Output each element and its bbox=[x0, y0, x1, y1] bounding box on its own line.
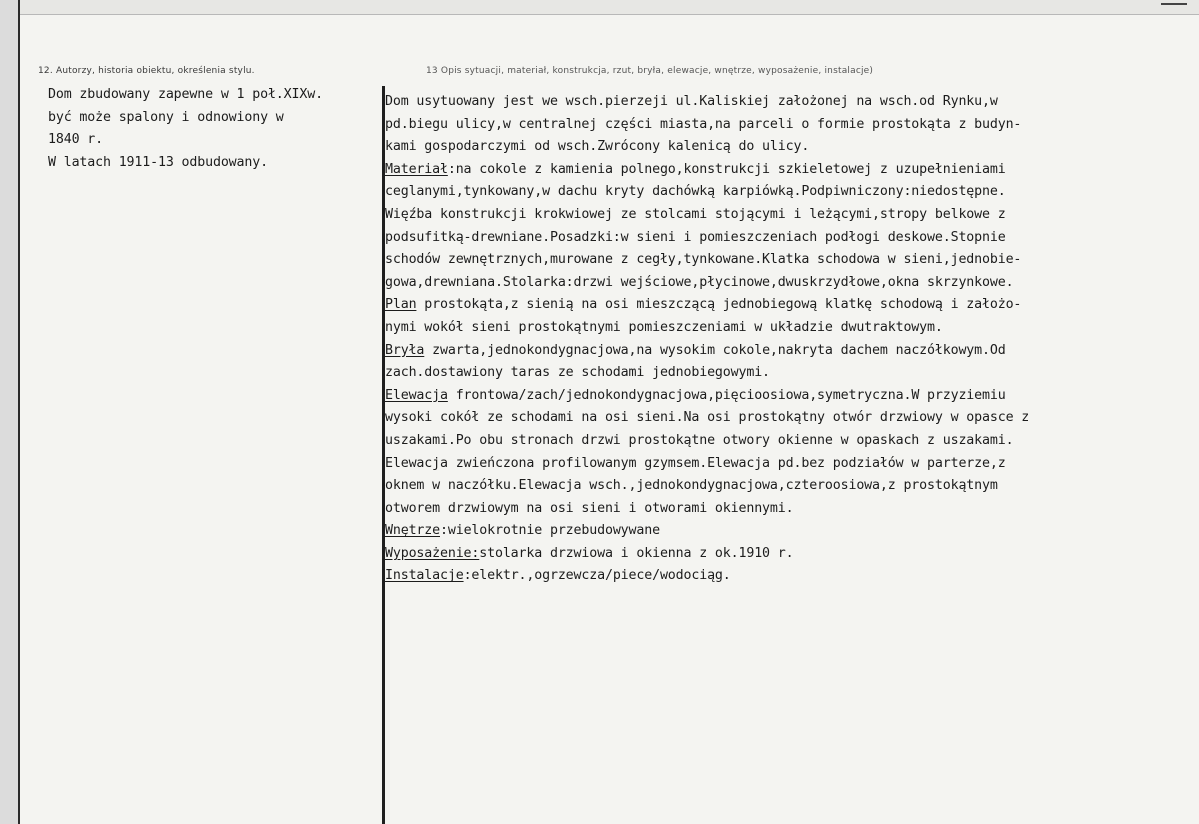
material-line bbox=[385, 159, 1195, 182]
top-dash-mark bbox=[1161, 3, 1187, 5]
wyposazenie-label: Wyposażenie: bbox=[385, 545, 480, 561]
elewacja-line: uszakami.Po obu stronach drzwi prostokątne otwory okienne w opaskach z uszakami. bbox=[385, 432, 1014, 448]
situation-line: Dom usytuowany jest we wsch.pierzeji ul.Kaliskiej założonej na wsch.od Rynku,w bbox=[385, 94, 998, 109]
bryla-text: zwarta,jednokondygnacjowa,na wysokim cokole,nakryta dachem naczółkowym.Od bbox=[424, 342, 1006, 358]
material-line: Więźba konstrukcji krokwiowej ze stolcami stojącymi i leżącymi,stropy belkowe z bbox=[385, 206, 1006, 222]
wnetrze-text: :wielokrotnie przebudowywane bbox=[440, 523, 660, 539]
material-label: Materiał bbox=[385, 161, 448, 177]
instalacje-line bbox=[385, 565, 1195, 588]
elewacja-line bbox=[385, 385, 1195, 408]
elewacja-label: Elewacja bbox=[385, 387, 448, 403]
plan-line bbox=[385, 294, 1195, 317]
situation-line: pd.biegu ulicy,w centralnej części miasta,na parceli o formie prostokąta z budyn- bbox=[385, 116, 1022, 132]
plan-text: prostokąta,z sienią na osi mieszczącą jednobiegową klatkę schodową i założo- bbox=[416, 297, 1022, 313]
instalacje-label: Instalacje bbox=[385, 568, 464, 584]
plan-line: nymi wokół sieni prostokątnymi pomieszczeniami w układzie dwutraktowym. bbox=[385, 319, 943, 335]
material-line: ceglanymi,tynkowany,w dachu kryty dachówką karpiówką.Podpiwniczony:niedostępne. bbox=[385, 184, 1006, 200]
card-top-strip bbox=[20, 0, 1199, 15]
wyposazenie-line bbox=[385, 543, 1195, 566]
elewacja-line: Elewacja zwieńczona profilowanym gzymsem.Elewacja pd.bez podziałów w parterze,z bbox=[385, 455, 1006, 471]
elewacja-text: frontowa/zach/jednokondygnacjowa,pięcioosiowa,symetryczna.W przyziemiu bbox=[447, 387, 1006, 403]
wyposazenie-text: stolarka drzwiowa i okienna z ok.1910 r. bbox=[479, 545, 794, 561]
bryla-line: zach.dostawiony taras ze schodami jednobiegowymi. bbox=[385, 365, 770, 381]
history-line: Dom zbudowany zapewne w 1 poł.XIXw. bbox=[48, 87, 323, 102]
bryla-line bbox=[385, 340, 1195, 363]
bryla-label: Bryła bbox=[385, 342, 425, 358]
material-line: gowa,drewniana.Stolarka:drzwi wejściowe,płycinowe,dwuskrzydłowe,okna skrzynkowe. bbox=[385, 274, 1014, 290]
section-13-heading: 13 Opis sytuacji, materiał, konstrukcja, rzut, bryła, elewacje, wnętrze, wyposażenie, instalacje) bbox=[426, 66, 874, 76]
elewacja-line: wysoki cokół ze schodami na osi sieni.Na osi prostokątny otwór drzwiowy w opasce z bbox=[385, 410, 1030, 426]
plan-label: Plan bbox=[385, 297, 417, 313]
history-line: być może spalony i odnowiony w bbox=[48, 109, 284, 125]
history-line: 1840 r. bbox=[48, 132, 103, 148]
history-line: W latach 1911-13 odbudowany. bbox=[48, 154, 268, 170]
material-line: schodów zewnętrznych,murowane z cegły,tynkowane.Klatka schodowa w sieni,jednobie- bbox=[385, 252, 1022, 268]
wnetrze-label: Wnętrze bbox=[385, 523, 440, 539]
situation-line: kami gospodarczymi od wsch.Zwrócony kalenicą do ulicy. bbox=[385, 139, 810, 155]
material-line: podsufitką-drewniane.Posadzki:w sieni i pomieszczeniach podłogi deskowe.Stopnie bbox=[385, 229, 1006, 245]
material-text: :na cokole z kamienia polnego,konstrukcji szkieletowej z uzupełnieniami bbox=[447, 161, 1006, 177]
elewacja-line: oknem w naczółku.Elewacja wsch.,jednokondygnacjowa,czteroosiowa,z prostokątnym bbox=[385, 478, 998, 494]
description-column bbox=[385, 91, 1195, 588]
record-card bbox=[18, 0, 1199, 824]
elewacja-line: otworem drzwiowym na osi sieni i otworami okiennymi. bbox=[385, 500, 794, 516]
history-column bbox=[48, 84, 380, 174]
instalacje-text: :elektr.,ogrzewcza/piece/wodociąg. bbox=[463, 568, 731, 584]
section-12-heading: 12. Autorzy, historia obiektu, określenia stylu. bbox=[38, 66, 255, 76]
wnetrze-line bbox=[385, 520, 1195, 543]
